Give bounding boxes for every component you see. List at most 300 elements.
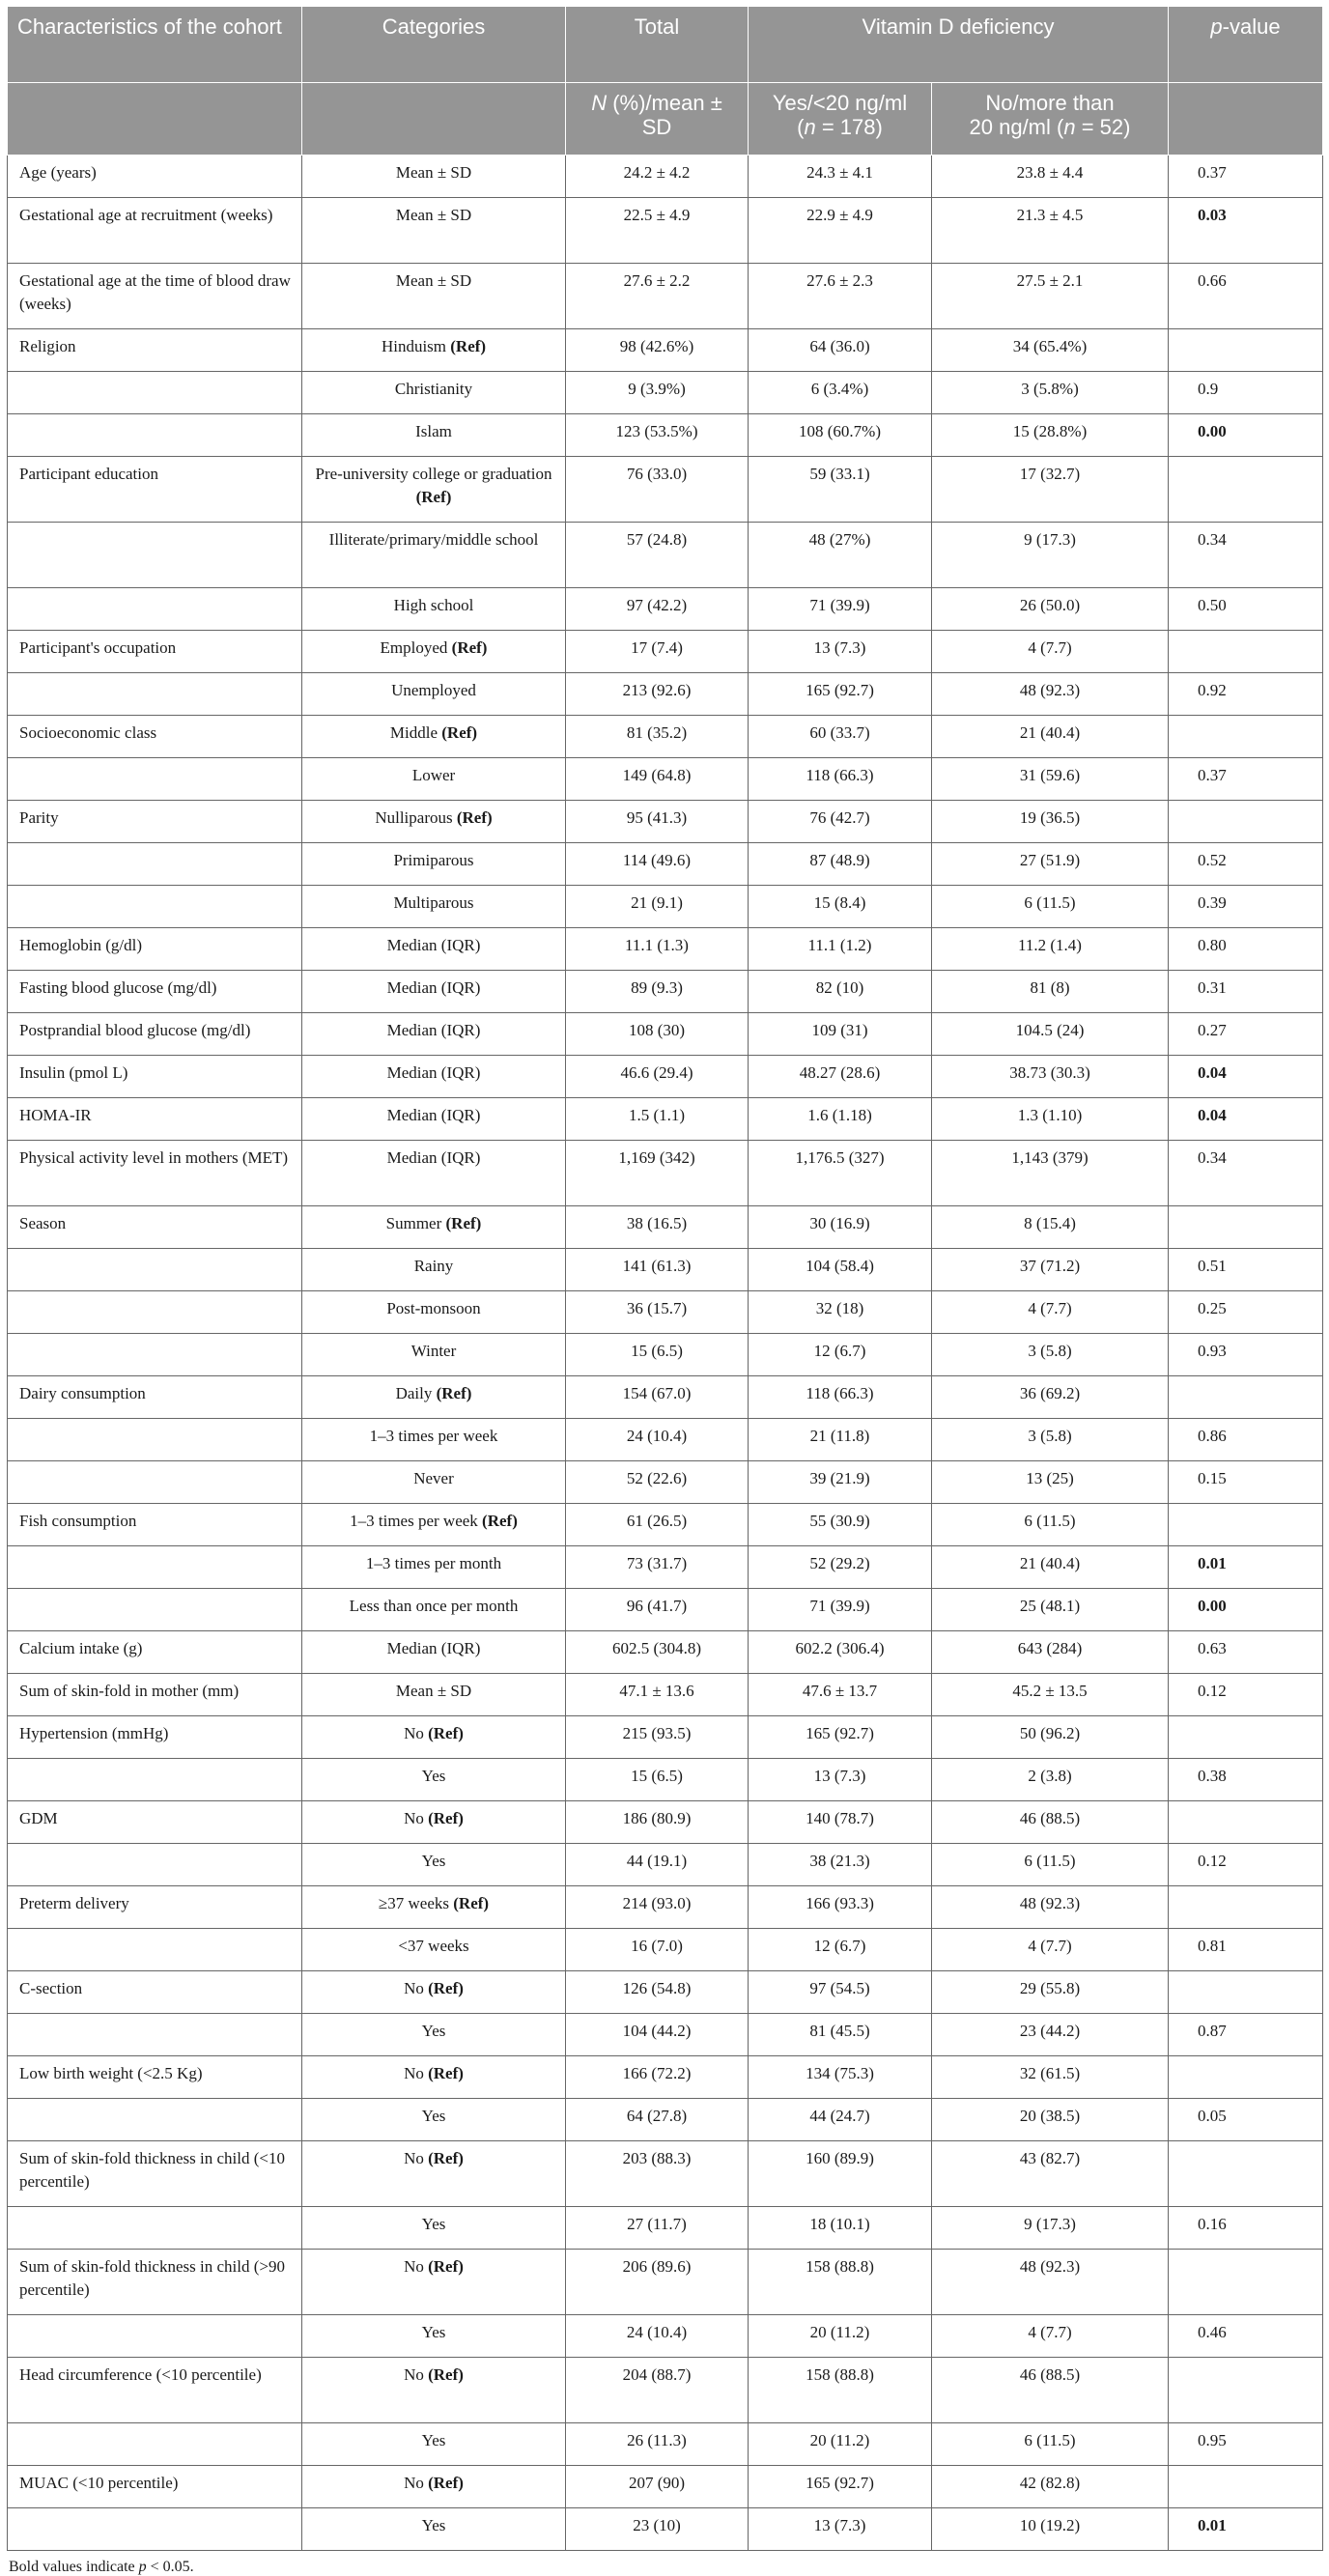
cell-p-value: 0.51 (1169, 1249, 1323, 1291)
cell-deficiency-no: 9 (17.3) (932, 523, 1169, 588)
category-label: Daily (395, 1384, 433, 1402)
category-label: Pre-university college or graduation (315, 465, 552, 483)
cell-characteristic (8, 1461, 302, 1504)
cell-total: 22.5 ± 4.9 (566, 198, 749, 264)
cell-deficiency-no: 6 (11.5) (932, 1844, 1169, 1886)
cell-category (302, 1376, 566, 1419)
cell-total: 602.5 (304.8) (566, 1631, 749, 1674)
cell-characteristic (8, 2423, 302, 2466)
cell-p-value (1169, 2056, 1323, 2099)
category-label: Yes (421, 2323, 446, 2341)
cell-p-value: 0.37 (1169, 156, 1323, 198)
cell-category (302, 1334, 566, 1376)
cell-characteristic (8, 886, 302, 928)
cell-total: 149 (64.8) (566, 758, 749, 801)
ref-marker: (Ref) (428, 1979, 464, 1997)
cell-deficiency-no: 17 (32.7) (932, 457, 1169, 523)
category-label: Yes (421, 2022, 446, 2040)
cell-characteristic: Postprandial blood glucose (mg/dl) (8, 1013, 302, 1056)
cell-category (302, 198, 566, 264)
cell-p-value: 0.12 (1169, 1674, 1323, 1716)
cell-deficiency-no: 4 (7.7) (932, 1291, 1169, 1334)
cell-deficiency-yes: 52 (29.2) (749, 1546, 932, 1589)
cell-deficiency-yes: 166 (93.3) (749, 1886, 932, 1929)
cell-characteristic: Parity (8, 801, 302, 843)
cell-deficiency-no: 13 (25) (932, 1461, 1169, 1504)
cell-p-value: 0.86 (1169, 1419, 1323, 1461)
table-body (8, 156, 1323, 2551)
cell-total: 186 (80.9) (566, 1801, 749, 1844)
ref-marker: (Ref) (428, 2257, 464, 2276)
ref-marker: (Ref) (450, 337, 487, 355)
cell-deficiency-no: 21 (40.4) (932, 716, 1169, 758)
ref-marker: (Ref) (482, 1512, 518, 1530)
subheader-blank-3 (1169, 83, 1323, 156)
cell-total: 23 (10) (566, 2508, 749, 2551)
category-label: Summer (385, 1214, 442, 1232)
cell-deficiency-no: 10 (19.2) (932, 2508, 1169, 2551)
cell-deficiency-no: 9 (17.3) (932, 2207, 1169, 2250)
category-label: Never (413, 1469, 454, 1487)
cell-category (302, 1886, 566, 1929)
cell-deficiency-no: 20 (38.5) (932, 2099, 1169, 2141)
ref-marker: (Ref) (428, 2149, 464, 2167)
category-label: No (404, 2365, 424, 2384)
category-label: Median (IQR) (386, 1148, 481, 1167)
cell-p-value: 0.31 (1169, 971, 1323, 1013)
cell-total: 203 (88.3) (566, 2141, 749, 2207)
cell-total: 215 (93.5) (566, 1716, 749, 1759)
table-row (8, 673, 1323, 716)
cell-characteristic (8, 2315, 302, 2358)
cell-total: 9 (3.9%) (566, 372, 749, 414)
cell-category (302, 1759, 566, 1801)
cell-deficiency-no: 104.5 (24) (932, 1013, 1169, 1056)
cell-deficiency-yes: 13 (7.3) (749, 631, 932, 673)
cell-deficiency-no: 11.2 (1.4) (932, 928, 1169, 971)
cell-characteristic (8, 2207, 302, 2250)
cell-total: 123 (53.5%) (566, 414, 749, 457)
cell-p-value: 0.34 (1169, 523, 1323, 588)
cell-p-value: 0.93 (1169, 1334, 1323, 1376)
table-row (8, 2250, 1323, 2315)
table-row (8, 2141, 1323, 2207)
cell-characteristic (8, 1844, 302, 1886)
cell-total: 24 (10.4) (566, 2315, 749, 2358)
cell-p-value: 0.80 (1169, 928, 1323, 971)
cell-total: 46.6 (29.4) (566, 1056, 749, 1098)
category-label: Hinduism (381, 337, 446, 355)
cell-total: 52 (22.6) (566, 1461, 749, 1504)
cell-characteristic (8, 523, 302, 588)
cell-deficiency-yes: 602.2 (306.4) (749, 1631, 932, 1674)
cell-deficiency-no: 25 (48.1) (932, 1589, 1169, 1631)
cell-total: 96 (41.7) (566, 1589, 749, 1631)
cell-category (302, 1461, 566, 1504)
cell-deficiency-no: 48 (92.3) (932, 1886, 1169, 1929)
cell-characteristic: Season (8, 1206, 302, 1249)
cell-category (302, 1929, 566, 1971)
header-total: Total (566, 7, 749, 83)
subheader-blank-1 (8, 83, 302, 156)
table-row (8, 1674, 1323, 1716)
cell-deficiency-yes: 118 (66.3) (749, 1376, 932, 1419)
cell-category (302, 588, 566, 631)
cell-p-value (1169, 1504, 1323, 1546)
cell-deficiency-yes: 158 (88.8) (749, 2358, 932, 2423)
cell-deficiency-yes: 82 (10) (749, 971, 932, 1013)
category-label: Lower (411, 766, 456, 784)
cell-deficiency-yes: 21 (11.8) (749, 1419, 932, 1461)
cell-deficiency-no: 45.2 ± 13.5 (932, 1674, 1169, 1716)
cell-deficiency-yes: 165 (92.7) (749, 1716, 932, 1759)
cell-characteristic (8, 2099, 302, 2141)
cell-characteristic: Gestational age at the time of blood draw (weeks) (8, 264, 302, 329)
cell-deficiency-no: 643 (284) (932, 1631, 1169, 1674)
cell-p-value: 0.03 (1169, 198, 1323, 264)
cell-total: 166 (72.2) (566, 2056, 749, 2099)
cell-characteristic (8, 1419, 302, 1461)
subheader-yes: Yes/<20 ng/ml (n = 178) (749, 83, 932, 156)
cell-deficiency-yes: 140 (78.7) (749, 1801, 932, 1844)
cell-deficiency-yes: 1,176.5 (327) (749, 1141, 932, 1206)
cell-deficiency-no: 32 (61.5) (932, 2056, 1169, 2099)
table-row (8, 1461, 1323, 1504)
cell-deficiency-yes: 12 (6.7) (749, 1929, 932, 1971)
cell-deficiency-no: 42 (82.8) (932, 2466, 1169, 2508)
table-row (8, 1141, 1323, 1206)
cell-category (302, 156, 566, 198)
cell-deficiency-yes: 81 (45.5) (749, 2014, 932, 2056)
ref-marker: (Ref) (441, 723, 478, 742)
cell-p-value: 0.95 (1169, 2423, 1323, 2466)
cell-characteristic: Gestational age at recruitment (weeks) (8, 198, 302, 264)
cell-deficiency-no: 29 (55.8) (932, 1971, 1169, 2014)
category-label: Employed (380, 638, 448, 657)
cell-category (302, 1971, 566, 2014)
category-label: Yes (421, 2215, 446, 2233)
table-row (8, 631, 1323, 673)
table-row (8, 2207, 1323, 2250)
cell-deficiency-yes: 1.6 (1.18) (749, 1098, 932, 1141)
cell-deficiency-yes: 6 (3.4%) (749, 372, 932, 414)
cell-p-value: 0.15 (1169, 1461, 1323, 1504)
cell-deficiency-no: 3 (5.8) (932, 1419, 1169, 1461)
cell-category (302, 716, 566, 758)
cell-deficiency-yes: 11.1 (1.2) (749, 928, 932, 971)
cell-deficiency-no: 50 (96.2) (932, 1716, 1169, 1759)
cell-deficiency-yes: 165 (92.7) (749, 673, 932, 716)
category-label: Median (IQR) (386, 1063, 481, 1082)
cell-deficiency-no: 2 (3.8) (932, 1759, 1169, 1801)
cell-characteristic: Preterm delivery (8, 1886, 302, 1929)
cell-p-value: 0.12 (1169, 1844, 1323, 1886)
table-row (8, 1249, 1323, 1291)
cell-deficiency-yes: 108 (60.7%) (749, 414, 932, 457)
table-row (8, 843, 1323, 886)
category-label: Mean ± SD (395, 1682, 472, 1700)
cell-category (302, 801, 566, 843)
cell-p-value: 0.9 (1169, 372, 1323, 414)
table-row (8, 2099, 1323, 2141)
cell-p-value (1169, 2466, 1323, 2508)
cell-deficiency-no: 8 (15.4) (932, 1206, 1169, 1249)
cell-p-value: 0.04 (1169, 1056, 1323, 1098)
category-label: Median (IQR) (386, 936, 481, 954)
cell-category (302, 1141, 566, 1206)
subheader-no: No/more than 20 ng/ml (n = 52) (932, 83, 1169, 156)
cell-deficiency-yes: 160 (89.9) (749, 2141, 932, 2207)
cell-characteristic: GDM (8, 1801, 302, 1844)
cell-deficiency-yes: 48.27 (28.6) (749, 1056, 932, 1098)
cell-total: 104 (44.2) (566, 2014, 749, 2056)
table-row (8, 2315, 1323, 2358)
cell-deficiency-yes: 44 (24.7) (749, 2099, 932, 2141)
category-label: Nulliparous (375, 808, 453, 827)
cell-deficiency-yes: 71 (39.9) (749, 1589, 932, 1631)
table-row (8, 886, 1323, 928)
cell-p-value: 0.01 (1169, 1546, 1323, 1589)
cell-category (302, 1419, 566, 1461)
cell-characteristic: Participant's occupation (8, 631, 302, 673)
cell-characteristic (8, 372, 302, 414)
cell-category (302, 928, 566, 971)
category-label: Less than once per month (349, 1597, 519, 1615)
category-label: 1–3 times per week (350, 1512, 478, 1530)
category-label: High school (393, 596, 474, 614)
cell-deficiency-yes: 38 (21.3) (749, 1844, 932, 1886)
cell-p-value (1169, 1971, 1323, 2014)
cell-total: 213 (92.6) (566, 673, 749, 716)
cell-deficiency-yes: 109 (31) (749, 1013, 932, 1056)
cell-deficiency-no: 1.3 (1.10) (932, 1098, 1169, 1141)
category-label: Yes (421, 2107, 446, 2125)
cell-category (302, 1013, 566, 1056)
category-label: Primiparous (393, 851, 474, 869)
table-row (8, 414, 1323, 457)
table-row (8, 1589, 1323, 1631)
header-row (8, 7, 1323, 83)
ref-marker: (Ref) (453, 1894, 490, 1912)
cell-deficiency-no: 3 (5.8%) (932, 372, 1169, 414)
cell-total: 108 (30) (566, 1013, 749, 1056)
cell-deficiency-no: 46 (88.5) (932, 1801, 1169, 1844)
cell-p-value: 0.00 (1169, 1589, 1323, 1631)
cell-total: 36 (15.7) (566, 1291, 749, 1334)
cell-category (302, 631, 566, 673)
table-row (8, 2014, 1323, 2056)
subheader-blank-2 (302, 83, 566, 156)
category-label: Illiterate/primary/middle school (328, 530, 539, 549)
cell-category (302, 372, 566, 414)
table-row (8, 716, 1323, 758)
cell-deficiency-no: 6 (11.5) (932, 886, 1169, 928)
cell-deficiency-no: 27.5 ± 2.1 (932, 264, 1169, 329)
table-row (8, 1759, 1323, 1801)
category-label: Islam (415, 422, 452, 440)
cell-total: 24.2 ± 4.2 (566, 156, 749, 198)
table-row (8, 1291, 1323, 1334)
cell-p-value: 0.92 (1169, 673, 1323, 716)
category-label: No (404, 2257, 424, 2276)
cell-deficiency-no: 31 (59.6) (932, 758, 1169, 801)
cell-characteristic: Hemoglobin (g/dl) (8, 928, 302, 971)
cell-total: 15 (6.5) (566, 1334, 749, 1376)
category-label: Yes (421, 2431, 446, 2449)
cell-deficiency-yes: 13 (7.3) (749, 2508, 932, 2551)
table-row (8, 1098, 1323, 1141)
subheader-total: N (%)/mean ± SD (566, 83, 749, 156)
category-label: No (404, 1809, 424, 1827)
cell-category (302, 523, 566, 588)
header-p-value: p-value (1169, 7, 1323, 83)
cell-p-value (1169, 457, 1323, 523)
category-label: No (404, 1979, 424, 1997)
category-label: No (404, 2474, 424, 2492)
cell-total: 126 (54.8) (566, 1971, 749, 2014)
table-row (8, 2423, 1323, 2466)
cell-characteristic: Fish consumption (8, 1504, 302, 1546)
table-row (8, 329, 1323, 372)
cell-characteristic: Sum of skin-fold thickness in child (>90 percentile) (8, 2250, 302, 2315)
cell-category (302, 886, 566, 928)
table-row (8, 1056, 1323, 1098)
cell-deficiency-yes: 18 (10.1) (749, 2207, 932, 2250)
cell-p-value (1169, 1716, 1323, 1759)
category-label: No (404, 2149, 424, 2167)
table-row (8, 588, 1323, 631)
cell-total: 76 (33.0) (566, 457, 749, 523)
cell-category (302, 457, 566, 523)
ref-marker: (Ref) (451, 638, 488, 657)
category-label: Yes (421, 1767, 446, 1785)
cell-total: 15 (6.5) (566, 1759, 749, 1801)
category-label: Winter (410, 1342, 457, 1360)
cell-deficiency-yes: 60 (33.7) (749, 716, 932, 758)
cell-p-value: 0.16 (1169, 2207, 1323, 2250)
category-label: Mean ± SD (395, 163, 472, 182)
cell-p-value (1169, 1886, 1323, 1929)
cell-category (302, 2056, 566, 2099)
category-label: 1–3 times per month (365, 1554, 502, 1572)
cell-total: 27.6 ± 2.2 (566, 264, 749, 329)
cell-total: 207 (90) (566, 2466, 749, 2508)
cell-category (302, 1801, 566, 1844)
cell-p-value (1169, 631, 1323, 673)
table-row (8, 1716, 1323, 1759)
cell-category (302, 1631, 566, 1674)
cell-total: 95 (41.3) (566, 801, 749, 843)
cell-category (302, 1844, 566, 1886)
cell-deficiency-no: 4 (7.7) (932, 631, 1169, 673)
cell-category (302, 1546, 566, 1589)
cell-deficiency-yes: 118 (66.3) (749, 758, 932, 801)
cell-characteristic (8, 673, 302, 716)
ref-marker: (Ref) (456, 808, 493, 827)
cell-characteristic: Physical activity level in mothers (MET) (8, 1141, 302, 1206)
table-row (8, 1504, 1323, 1546)
cell-deficiency-yes: 20 (11.2) (749, 2423, 932, 2466)
cell-deficiency-no: 21.3 ± 4.5 (932, 198, 1169, 264)
cell-deficiency-no: 23 (44.2) (932, 2014, 1169, 2056)
cell-p-value (1169, 1801, 1323, 1844)
cell-deficiency-yes: 24.3 ± 4.1 (749, 156, 932, 198)
category-label: Unemployed (391, 681, 476, 699)
category-label: Middle (389, 723, 438, 742)
cohort-characteristics-table (7, 6, 1323, 2551)
cell-category (302, 843, 566, 886)
cell-category (302, 673, 566, 716)
cell-category (302, 1206, 566, 1249)
table-row (8, 1376, 1323, 1419)
subheader-row (8, 83, 1323, 156)
category-label: 1–3 times per week (369, 1427, 498, 1445)
table-row (8, 971, 1323, 1013)
cell-deficiency-no: 3 (5.8) (932, 1334, 1169, 1376)
category-label: Multiparous (393, 893, 474, 912)
cell-category (302, 1291, 566, 1334)
header-categories: Categories (302, 7, 566, 83)
ref-marker: (Ref) (436, 1384, 472, 1402)
table-row (8, 1631, 1323, 1674)
table-container (7, 6, 1322, 2576)
cell-deficiency-yes: 158 (88.8) (749, 2250, 932, 2315)
cell-total: 114 (49.6) (566, 843, 749, 886)
cell-total: 26 (11.3) (566, 2423, 749, 2466)
cell-p-value: 0.39 (1169, 886, 1323, 928)
cell-total: 1,169 (342) (566, 1141, 749, 1206)
cell-characteristic: Participant education (8, 457, 302, 523)
cell-p-value (1169, 1206, 1323, 1249)
cell-p-value (1169, 329, 1323, 372)
cell-characteristic (8, 2508, 302, 2551)
cell-deficiency-yes: 27.6 ± 2.3 (749, 264, 932, 329)
table-row (8, 372, 1323, 414)
cell-category (302, 264, 566, 329)
cell-deficiency-no: 81 (8) (932, 971, 1169, 1013)
cell-category (302, 1098, 566, 1141)
cell-total: 61 (26.5) (566, 1504, 749, 1546)
category-label: ≥37 weeks (378, 1894, 449, 1912)
cell-total: 27 (11.7) (566, 2207, 749, 2250)
cell-deficiency-yes: 15 (8.4) (749, 886, 932, 928)
cell-p-value (1169, 2141, 1323, 2207)
cell-p-value: 0.81 (1169, 1929, 1323, 1971)
table-row (8, 1886, 1323, 1929)
cell-deficiency-yes: 13 (7.3) (749, 1759, 932, 1801)
cell-total: 24 (10.4) (566, 1419, 749, 1461)
cell-characteristic (8, 2014, 302, 2056)
cell-p-value: 0.05 (1169, 2099, 1323, 2141)
cell-category (302, 1504, 566, 1546)
cell-total: 57 (24.8) (566, 523, 749, 588)
cell-deficiency-no: 19 (36.5) (932, 801, 1169, 843)
category-label: No (404, 2064, 424, 2082)
category-label: Christianity (394, 380, 473, 398)
table-row (8, 2056, 1323, 2099)
table-row (8, 1013, 1323, 1056)
cell-total: 204 (88.7) (566, 2358, 749, 2423)
category-label: Post-monsoon (386, 1299, 481, 1317)
cell-total: 11.1 (1.3) (566, 928, 749, 971)
cell-category (302, 2466, 566, 2508)
cell-characteristic: Fasting blood glucose (mg/dl) (8, 971, 302, 1013)
cell-p-value (1169, 2358, 1323, 2423)
cell-deficiency-no: 36 (69.2) (932, 1376, 1169, 1419)
cell-characteristic: Insulin (pmol L) (8, 1056, 302, 1098)
category-label: Median (IQR) (386, 1106, 481, 1124)
category-label: Mean ± SD (395, 206, 472, 224)
